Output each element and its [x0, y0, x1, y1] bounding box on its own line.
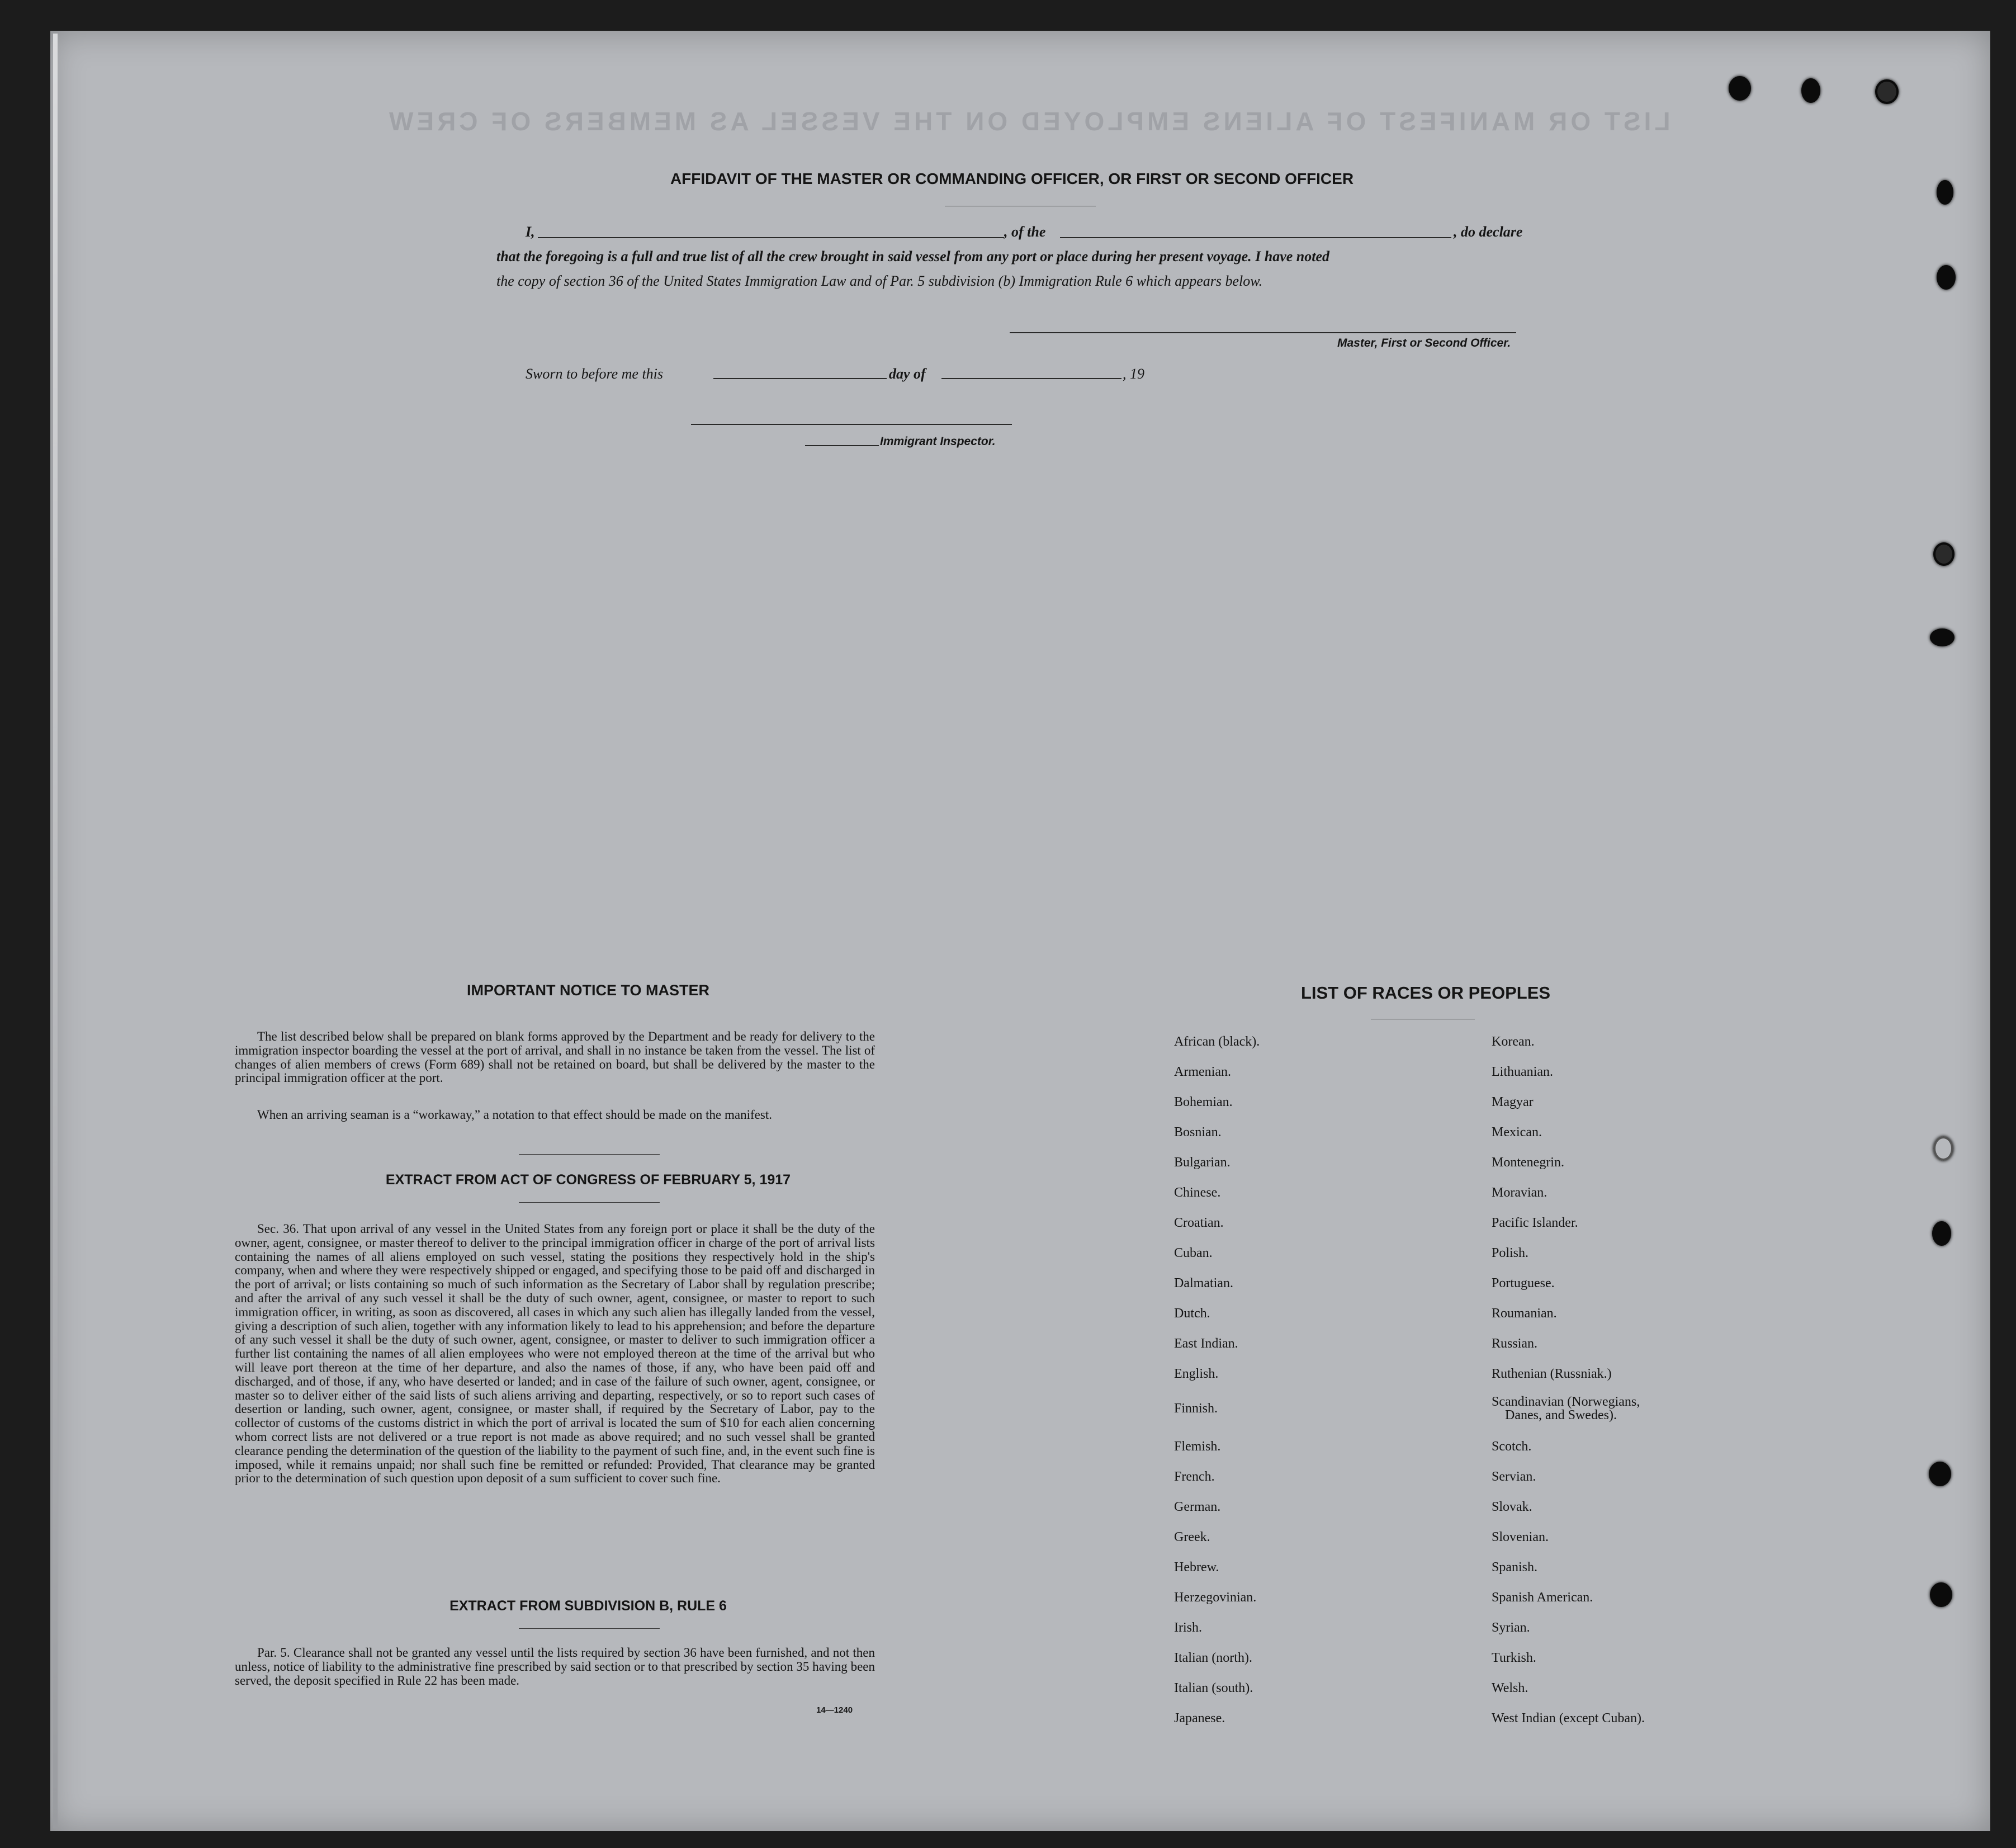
sworn-day-blank[interactable]	[713, 378, 887, 379]
notice-para2: When an arriving seaman is a “workaway,” a notation to that effect should be made on the manifest.	[257, 1108, 772, 1122]
race-item: Montenegrin.	[1492, 1155, 1564, 1170]
sworn-day-of: day of	[889, 366, 926, 382]
sworn-prefix: Sworn to before me this	[526, 366, 664, 382]
race-item: Russian.	[1492, 1336, 1538, 1351]
race-item: Spanish American.	[1492, 1590, 1593, 1605]
race-item: Herzegovinian.	[1174, 1590, 1257, 1605]
race-item: Bohemian.	[1174, 1095, 1233, 1109]
race-item: Chinese.	[1174, 1185, 1221, 1200]
sworn-month-blank[interactable]	[941, 378, 1121, 379]
race-item: Slovak.	[1492, 1500, 1532, 1514]
race-item: Hebrew.	[1174, 1560, 1219, 1575]
notice-para1: The list described below shall be prepared on blank forms approved by the Department and be ready for delivery to the immigration inspector boarding the vessel at the port of arrival, and shall in no instance be taken from the vessel. The list of changes of alien members of crews (Form 689) shall not be retained on board, but shall be delivered by the master to the principal immigration officer at the port.	[235, 1029, 875, 1085]
inspector-label: Immigrant Inspector.	[880, 435, 996, 448]
race-item: Cuban.	[1174, 1246, 1213, 1260]
sheet-edge	[53, 34, 58, 1828]
affidavit-line2: that the foregoing is a full and true list of all the crew brought in said vessel from any port or place during her present voyage. I have noted	[496, 248, 1330, 264]
punch-hole	[1937, 265, 1956, 290]
race-item: Bosnian.	[1174, 1125, 1222, 1140]
form-number: 14—1240	[816, 1705, 853, 1715]
name-blank[interactable]	[538, 237, 1004, 238]
punch-hole	[1930, 628, 1955, 646]
race-item-continuation: Danes, and Swedes).	[1505, 1408, 1617, 1422]
race-item: Welsh.	[1492, 1681, 1528, 1695]
race-item: Mexican.	[1492, 1125, 1542, 1140]
race-item: Dalmatian.	[1174, 1276, 1233, 1291]
act-extract-text: Sec. 36. That upon arrival of any vessel in the United States from any foreign port or place it shall be the duty of the owner, agent, consignee, or master thereof to deliver to the principal immigration officer in charge of the port of arrival lists containing the names of all aliens employed on such vessel, stating the positions they respectively hold in the ship's company, when and where they were respectively shipped or engaged, and specifying those to be paid off and discharged in the port of arrival; or lists containing so much of such information as the Secretary of Labor shall by regulation prescribe; and after the arrival of any such vessel it shall be the duty of such owner, agent, consignee, or master to report to such immigration officer, in writing, as soon as discovered, all cases in which any such alien has illegally landed from the vessel, giving a description of such alien, together with any information likely to lead to his apprehension; and before the departure of any such vessel it shall be the duty of such owner, agent, consignee, or master to deliver to such immigration officer a further list containing the names of all alien employees who were not employed thereon at the time of the arrival but who will leave port thereon at the time of her departure, and also the names of those, if any, who have been paid off and discharged, and of those, if any, who have deserted or landed; and in case of the failure of such owner, agent, consignee, or master so to deliver either of the said lists of such aliens arriving and departing, respectively, or so to report such cases of desertion or landing, such owner, agent, consignee, or master shall, if required by the Secretary of Labor, pay to the collector of customs of the customs district in which the port of arrival is located the sum of $10 for each alien concerning whom correct lists are not delivered or a true report is not made as above required; and no such vessel shall be granted clearance pending the determination of the question of the liability to the payment of such fine, and, in the event such fine is imposed, while it remains unpaid; nor shall such fine be remitted or refunded: Provided, That clearance may be granted prior to the determination of such question upon deposit of a sum sufficient to cover such fine.	[235, 1222, 875, 1486]
race-item: West Indian (except Cuban).	[1492, 1711, 1645, 1726]
race-item: French.	[1174, 1469, 1215, 1484]
divider	[519, 1154, 660, 1155]
race-item: Flemish.	[1174, 1439, 1221, 1454]
race-item: Finnish.	[1174, 1401, 1218, 1416]
bleed-through-title: LIST OR MANIFEST OF ALIENS EMPLOYED ON THE VESSEL AS MEMBERS OF CREW	[386, 107, 1670, 136]
punch-hole	[1930, 1582, 1952, 1607]
race-item: Portuguese.	[1492, 1276, 1555, 1291]
race-item: Pacific Islander.	[1492, 1216, 1578, 1230]
race-item: Armenian.	[1174, 1065, 1231, 1079]
race-item: Irish.	[1174, 1620, 1202, 1635]
race-item: German.	[1174, 1500, 1221, 1514]
affidavit-title: AFFIDAVIT OF THE MASTER OR COMMANDING OFFICER, OR FIRST OR SECOND OFFICER	[670, 170, 1354, 187]
races-right-column	[1492, 0, 1749, 1848]
race-item: Spanish.	[1492, 1560, 1538, 1575]
race-item: Roumanian.	[1492, 1306, 1557, 1321]
notice-title: IMPORTANT NOTICE TO MASTER	[467, 982, 709, 999]
race-item: Italian (north).	[1174, 1651, 1252, 1665]
race-item: Croatian.	[1174, 1216, 1224, 1230]
punch-hole	[1933, 1136, 1953, 1161]
punch-hole	[1937, 180, 1953, 205]
punch-hole	[1932, 1221, 1951, 1246]
master-signature-label: Master, First or Second Officer.	[1337, 337, 1511, 349]
races-left-column	[1174, 0, 1465, 1848]
races-title: LIST OF RACES OR PEOPLES	[1300, 983, 1551, 1003]
race-item: Moravian.	[1492, 1185, 1548, 1200]
race-item: Scandinavian (Norwegians,	[1492, 1395, 1640, 1409]
race-item: English.	[1174, 1367, 1219, 1381]
rule-extract-title: EXTRACT FROM SUBDIVISION B, RULE 6	[449, 1598, 727, 1614]
punch-hole	[1933, 542, 1955, 566]
race-item: African (black).	[1174, 1034, 1260, 1049]
sworn-year: , 19	[1123, 366, 1144, 382]
race-item: Syrian.	[1492, 1620, 1530, 1635]
affidavit-line3: the copy of section 36 of the United States Immigration Law and of Par. 5 subdivision (b) Immigration Rule 6 which appears below.	[496, 273, 1263, 289]
race-item: Greek.	[1174, 1530, 1210, 1544]
race-item: Ruthenian (Russniak.)	[1492, 1367, 1612, 1381]
race-item: Polish.	[1492, 1246, 1529, 1260]
race-item: Turkish.	[1492, 1651, 1536, 1665]
inspector-prefix-line	[805, 445, 879, 446]
punch-hole	[1929, 1462, 1951, 1486]
affidavit-declare: , do declare	[1454, 224, 1523, 240]
race-item: Korean.	[1492, 1034, 1535, 1049]
race-item: Lithuanian.	[1492, 1065, 1553, 1079]
divider	[519, 1202, 660, 1203]
rule-extract-text: Par. 5. Clearance shall not be granted any vessel until the lists required by section 36 have been furnished, and not then unless, notice of liability to the administrative fine prescribed by said section or to that prescribed by section 35 having been served, the deposit specified in Rule 22 has been made.	[235, 1646, 875, 1688]
affidavit-of-the: , of the	[1004, 224, 1046, 240]
punch-hole	[1875, 79, 1899, 104]
punch-hole	[1801, 78, 1820, 103]
race-item: Servian.	[1492, 1469, 1536, 1484]
race-item: Japanese.	[1174, 1711, 1225, 1726]
race-item: Bulgarian.	[1174, 1155, 1231, 1170]
affidavit-line1-i: I,	[526, 224, 535, 240]
race-item: East Indian.	[1174, 1336, 1238, 1351]
act-extract-title: EXTRACT FROM ACT OF CONGRESS OF FEBRUARY 5, 1917	[385, 1172, 791, 1188]
divider	[519, 1628, 660, 1629]
inspector-signature-line[interactable]	[691, 424, 1012, 425]
race-item: Magyar	[1492, 1095, 1534, 1109]
race-item: Dutch.	[1174, 1306, 1210, 1321]
race-item: Italian (south).	[1174, 1681, 1253, 1695]
race-item: Scotch.	[1492, 1439, 1532, 1454]
race-item: Slovenian.	[1492, 1530, 1549, 1544]
